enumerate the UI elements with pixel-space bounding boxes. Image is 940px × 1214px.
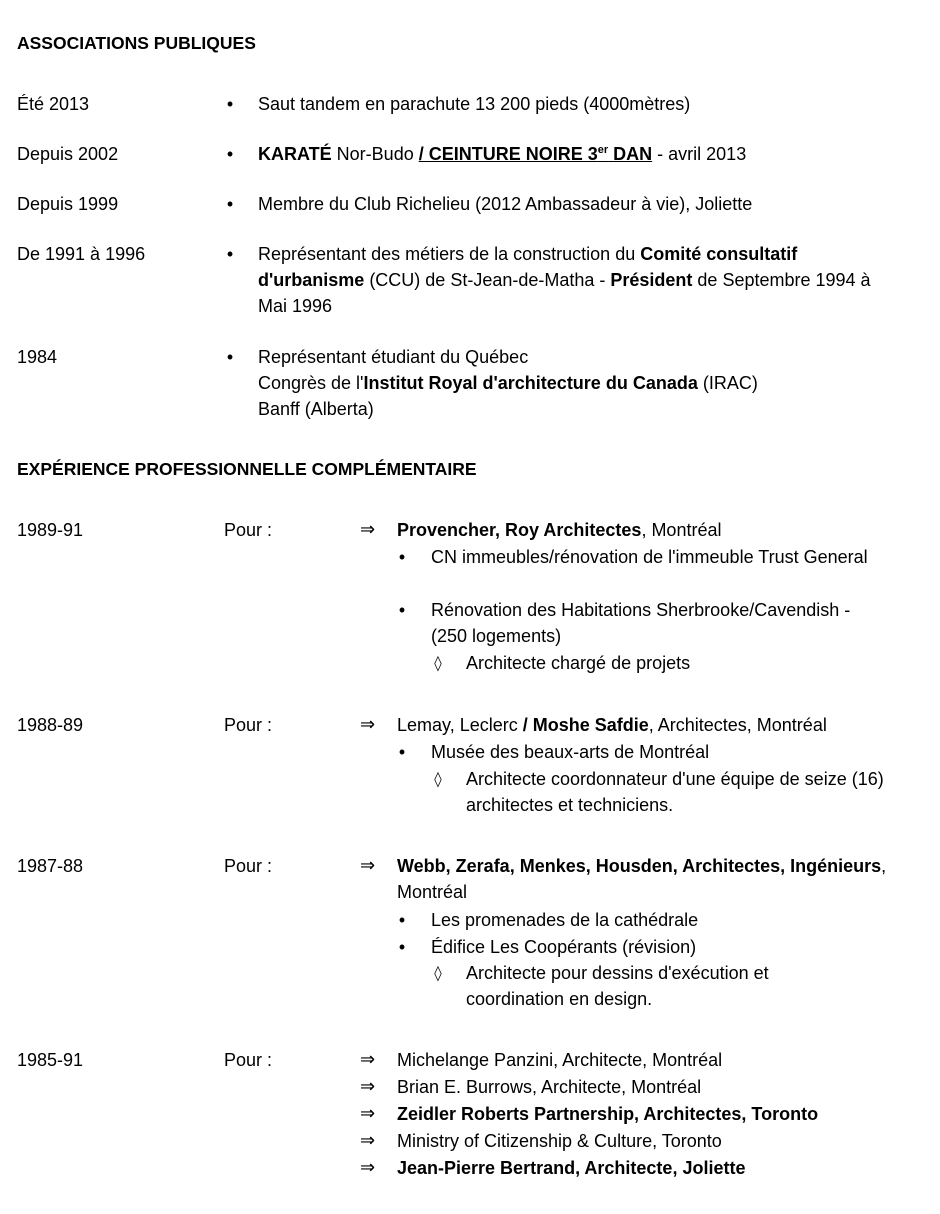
project-text: CN immeubles/rénovation de l'immeuble Trust General <box>431 547 868 567</box>
arrow-right-icon: ⇒ <box>360 1103 376 1124</box>
ordinal-suffix: er <box>597 144 609 156</box>
entry-date: 1985-91 <box>17 1050 84 1070</box>
belt-date: - avril 2013 <box>652 144 747 164</box>
entry-date: 1987-88 <box>17 856 84 876</box>
text-part: (IRAC) <box>697 373 758 393</box>
diamond-icon: ◊ <box>434 964 442 982</box>
role-text: Architecte pour dessins d'exécution et coordination en design. <box>466 963 769 1009</box>
arrow-right-icon: ⇒ <box>360 1049 376 1070</box>
project-text: Musée des beaux-arts de Montréal <box>431 742 710 762</box>
pour-label: Pour : <box>224 1050 273 1070</box>
firm-location: , Montréal <box>641 520 722 540</box>
pour-label: Pour : <box>224 856 273 876</box>
firm-name-bold: / Moshe Safdie <box>522 715 649 735</box>
firm-name: Webb, Zerafa, Menkes, Housden, Architectes, Ingénieurs <box>397 856 882 876</box>
firm-location: , Architectes, Montréal <box>648 715 827 735</box>
project-text: Édifice Les Coopérants (révision) <box>431 937 697 957</box>
arrow-right-icon: ⇒ <box>360 714 376 735</box>
firm-name: Provencher, Roy Architectes <box>397 520 642 540</box>
bullet-icon: • <box>398 937 406 957</box>
arrow-right-icon: ⇒ <box>360 855 376 876</box>
text-line: Banff (Alberta) <box>258 399 374 419</box>
firm-name: Lemay, Leclerc <box>397 715 523 735</box>
text-part: (CCU) de St-Jean-de-Matha - <box>364 270 611 290</box>
entry-text <box>258 241 903 319</box>
pour-label: Pour : <box>224 520 273 540</box>
entry-date: 1988-89 <box>17 715 84 735</box>
club-name: Nor-Budo <box>331 144 419 164</box>
entry-date: Été 2013 <box>17 94 90 114</box>
text-part: de Septembre 1994 à Mai 1996 <box>258 270 871 316</box>
entry-text <box>258 141 908 167</box>
project-text: Les promenades de la cathédrale <box>431 910 699 930</box>
diamond-icon: ◊ <box>434 654 442 672</box>
firm-text <box>397 853 912 905</box>
bullet-icon: • <box>398 742 406 762</box>
bullet-icon: • <box>226 194 234 214</box>
firm-text: Zeidler Roberts Partnership, Architectes, Toronto <box>397 1104 819 1124</box>
entry-text: Saut tandem en parachute 13 200 pieds (4000mètres) <box>258 94 691 114</box>
section-heading-experience: EXPÉRIENCE PROFESSIONNELLE COMPLÉMENTAIRE <box>17 459 477 479</box>
karate-label: KARATÉ <box>258 144 332 164</box>
entry-text: Membre du Club Richelieu (2012 Ambassadeur à vie), Joliette <box>258 194 753 214</box>
firm-text: Jean-Pierre Bertrand, Architecte, Joliette <box>397 1158 746 1178</box>
dan-text: DAN <box>608 144 653 164</box>
text-part: Congrès de l' <box>258 373 364 393</box>
black-belt-label <box>419 144 652 164</box>
firm-text: Ministry of Citizenship & Culture, Toronto <box>397 1131 722 1151</box>
firm-text <box>397 712 917 738</box>
bullet-icon: • <box>226 347 234 367</box>
arrow-right-icon: ⇒ <box>360 1130 376 1151</box>
entry-date: 1984 <box>17 347 58 367</box>
bullet-icon: • <box>226 144 234 164</box>
bullet-icon: • <box>226 244 234 264</box>
firm-location: , Montréal <box>397 856 887 902</box>
belt-text: / CEINTURE NOIRE 3 <box>418 144 598 164</box>
entry-date: Depuis 2002 <box>17 144 119 164</box>
pour-label: Pour : <box>224 715 273 735</box>
diamond-icon: ◊ <box>434 770 442 788</box>
role-text: Architecte chargé de projets <box>466 653 691 673</box>
arrow-right-icon: ⇒ <box>360 1076 376 1097</box>
entry-date: Depuis 1999 <box>17 194 119 214</box>
role-text: Architecte coordonnateur d'une équipe de seize (16) architectes et techniciens. <box>466 769 884 815</box>
firm-text <box>397 517 917 543</box>
text-part: Représentant des métiers de la construction du <box>258 244 641 264</box>
entry-date: De 1991 à 1996 <box>17 244 146 264</box>
project-text: Rénovation des Habitations Sherbrooke/Cavendish - (250 logements) <box>431 600 851 646</box>
section-heading-associations: ASSOCIATIONS PUBLIQUES <box>17 33 256 53</box>
firm-text: Michelange Panzini, Architecte, Montréal <box>397 1050 723 1070</box>
entry-text <box>258 344 908 422</box>
arrow-right-icon: ⇒ <box>360 519 376 540</box>
bullet-icon: • <box>398 600 406 620</box>
institute-name: Institut Royal d'architecture du Canada <box>363 373 698 393</box>
committee-name: Comité consultatif d'urbanisme <box>258 244 798 290</box>
bullet-icon: • <box>398 910 406 930</box>
bullet-icon: • <box>226 94 234 114</box>
text-line: Représentant étudiant du Québec <box>258 347 529 367</box>
firm-text: Brian E. Burrows, Architecte, Montréal <box>397 1077 702 1097</box>
entry-date: 1989-91 <box>17 520 84 540</box>
text-line <box>258 370 908 396</box>
role-title: Président <box>610 270 693 290</box>
bullet-icon: • <box>398 547 406 567</box>
arrow-right-icon: ⇒ <box>360 1157 376 1178</box>
